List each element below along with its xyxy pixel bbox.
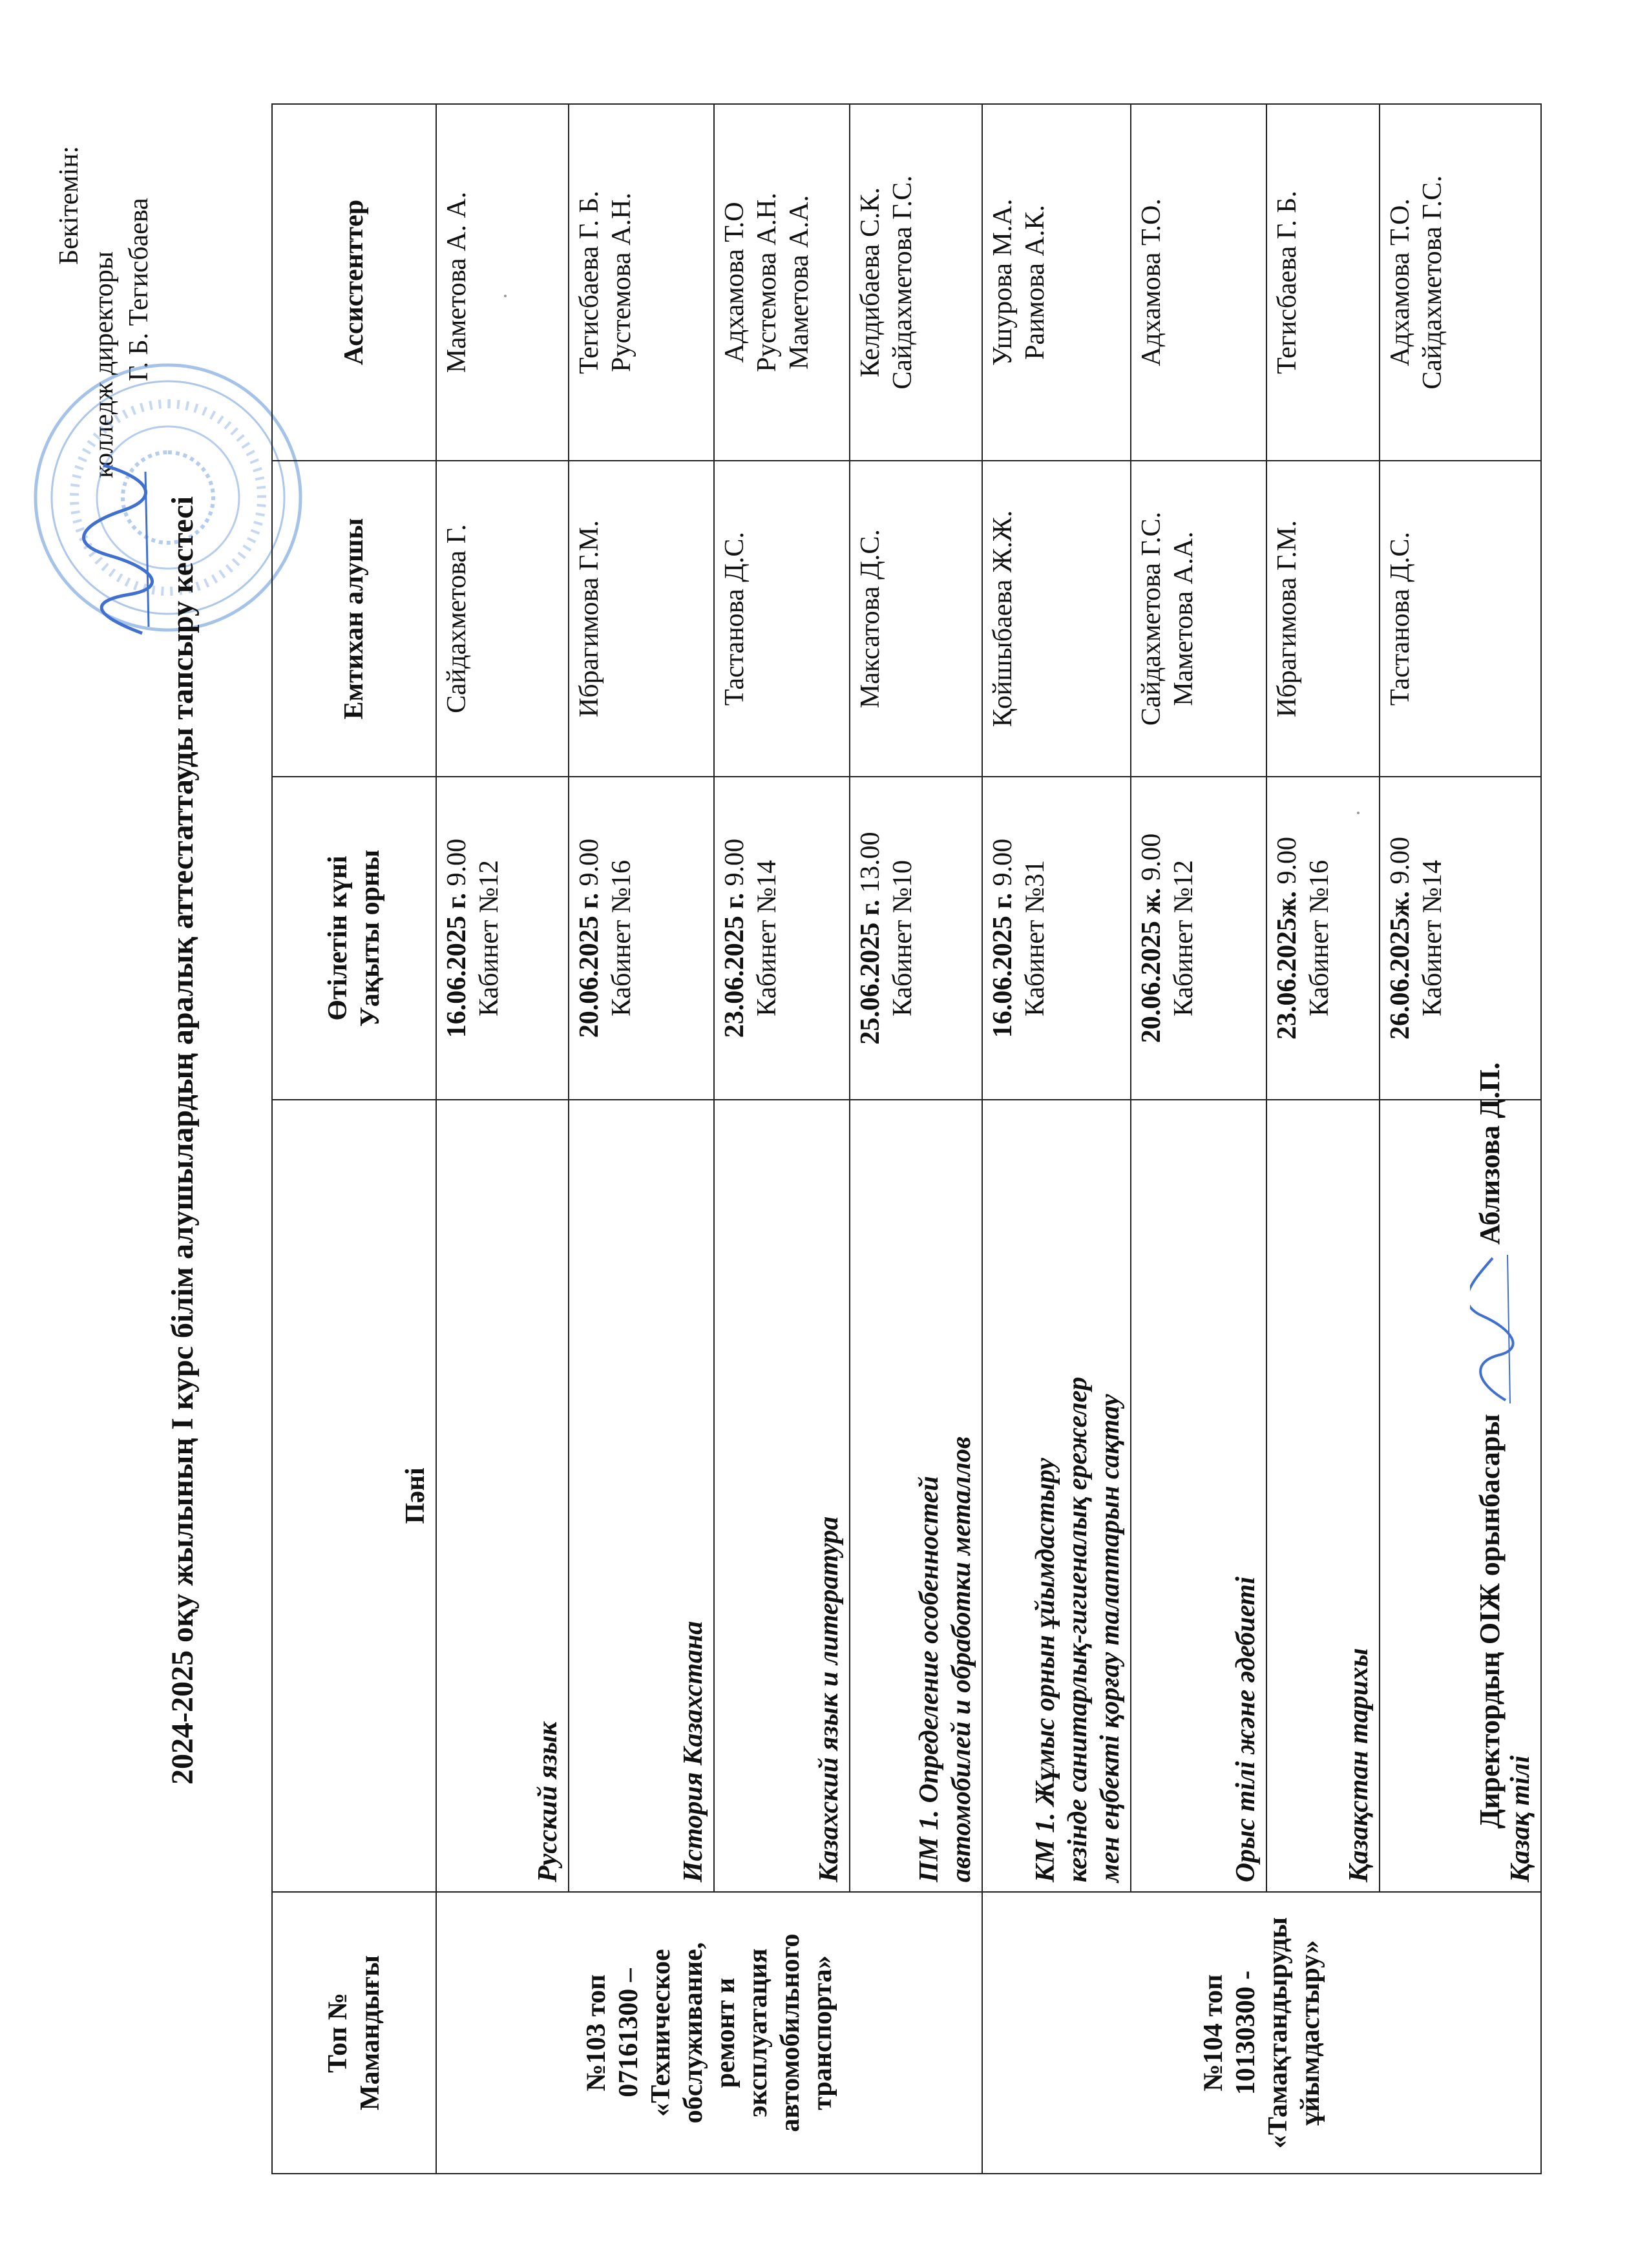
date-cell bbox=[1131, 777, 1266, 1100]
approval-line-2: колледж директоры bbox=[89, 251, 119, 478]
examiner-name: Тастанова Д.С. bbox=[1385, 532, 1415, 706]
examiner-cell bbox=[982, 461, 1131, 777]
exam-time: 9.00 bbox=[1385, 837, 1415, 885]
exam-room: Кабинет №31 bbox=[1020, 860, 1050, 1017]
assistants-cell bbox=[714, 104, 850, 461]
date-time-line bbox=[1271, 786, 1303, 1090]
subject-line: автомобилей и обработки металлов bbox=[947, 1436, 976, 1883]
date-time-line bbox=[1135, 786, 1168, 1090]
assistant-name: Адхамова Т.О. bbox=[1137, 198, 1166, 366]
subject-cell bbox=[436, 1100, 569, 1892]
exam-room: Кабинет №14 bbox=[1418, 860, 1447, 1017]
assistant-name: Маметова А. А. bbox=[442, 191, 472, 373]
assistant-name: Рустемова А.Н. bbox=[752, 193, 782, 372]
assistant-name: Рустемова А.Н. bbox=[607, 193, 636, 372]
date-time-line bbox=[987, 786, 1019, 1090]
date-time-line bbox=[1384, 786, 1416, 1090]
exam-time: 9.00 bbox=[1272, 837, 1302, 885]
subject-cell bbox=[982, 1100, 1131, 1892]
exam-date: 25.06.2025 г. bbox=[856, 899, 885, 1045]
examiner-name: Маметова А.А. bbox=[1169, 531, 1199, 706]
table-row bbox=[850, 104, 982, 2174]
exam-room: Кабинет №12 bbox=[1169, 860, 1199, 1017]
subject-cell bbox=[714, 1100, 850, 1892]
group-name-line: №104 топ bbox=[1198, 1974, 1228, 2092]
date-cell bbox=[1380, 777, 1541, 1100]
exam-date: 16.06.2025 г. bbox=[988, 892, 1018, 1038]
examiner-name: Сайдахметова Г. bbox=[442, 524, 472, 713]
assistants-cell bbox=[850, 104, 982, 461]
footer-role: Директордың ОІЖ орынбасары bbox=[1474, 1414, 1506, 1829]
exam-date: 23.06.2025 г. bbox=[720, 892, 750, 1038]
examiner-name: Ибрагимова Г.М. bbox=[574, 520, 604, 718]
group-name-line: «Техническое bbox=[646, 1949, 676, 2117]
assistant-name: Ушурова М.А. bbox=[988, 198, 1018, 366]
exam-date: 26.06.2025ж. bbox=[1385, 891, 1415, 1040]
group-name-line: ремонт и bbox=[710, 1977, 740, 2088]
date-time-line bbox=[441, 786, 473, 1090]
exam-time: 9.00 bbox=[720, 838, 750, 887]
exam-time: 13.00 bbox=[856, 832, 885, 893]
table-row bbox=[714, 104, 850, 2174]
subject-line: История Казахстана bbox=[678, 1621, 708, 1883]
exam-room: Кабинет №16 bbox=[1305, 860, 1334, 1017]
examiner-cell bbox=[569, 461, 714, 777]
scan-speck bbox=[504, 295, 507, 297]
examiner-name: Сайдахметова Г.С. bbox=[1137, 512, 1166, 726]
header-group bbox=[272, 1892, 436, 2174]
assistant-name: Келдибаева С.К. bbox=[856, 187, 885, 377]
assistant-name: Адхамова Т.О. bbox=[1385, 198, 1415, 366]
header-date-line-2: Уақыты орны bbox=[355, 849, 385, 1027]
table-row bbox=[1266, 104, 1380, 2174]
approval-line-3: Г. Б. Тегисбаева bbox=[124, 198, 154, 381]
header-group-line-2: Мамандығы bbox=[355, 1955, 385, 2111]
examiner-name: Ибрагимова Г.М. bbox=[1272, 520, 1302, 718]
exam-time: 9.00 bbox=[574, 838, 604, 887]
examiner-cell bbox=[850, 461, 982, 777]
subject-line: Қазақ тілі bbox=[1506, 1755, 1535, 1883]
assistant-name: Сайдахметова Г.С. bbox=[888, 175, 918, 390]
exam-date: 16.06.2025 г. bbox=[442, 892, 472, 1038]
subject-cell bbox=[850, 1100, 982, 1892]
date-cell bbox=[850, 777, 982, 1100]
assistants-cell bbox=[1380, 104, 1541, 461]
subject-cell bbox=[569, 1100, 714, 1892]
header-subject: Пәні bbox=[272, 1100, 436, 1892]
date-cell bbox=[436, 777, 569, 1100]
date-cell bbox=[982, 777, 1131, 1100]
date-time-line bbox=[719, 786, 751, 1090]
group-name-line: №103 топ bbox=[581, 1974, 611, 2092]
subject-cell bbox=[1266, 1100, 1380, 1892]
deputy-signature-icon bbox=[1470, 1252, 1515, 1407]
exam-date: 20.06.2025 ж. bbox=[1137, 887, 1166, 1044]
examiner-name: Тастанова Д.С. bbox=[720, 532, 750, 706]
subject-cell bbox=[1380, 1100, 1541, 1892]
examiner-cell bbox=[1380, 461, 1541, 777]
exam-room: Кабинет №12 bbox=[474, 860, 504, 1017]
group-name-line: ұйымдастыру» bbox=[1295, 1940, 1325, 2126]
subject-line: Казахский язык и литература bbox=[814, 1516, 844, 1883]
schedule-table bbox=[271, 103, 1542, 2174]
subject-line: Русский язык bbox=[533, 1721, 563, 1883]
footer bbox=[1470, 1062, 1515, 1829]
exam-room: Кабинет №14 bbox=[752, 860, 782, 1017]
group-name-line: транспорта» bbox=[807, 1955, 837, 2110]
group-cell bbox=[982, 1892, 1541, 2174]
table-row bbox=[1131, 104, 1266, 2174]
subject-cell bbox=[1131, 1100, 1266, 1892]
date-time-line bbox=[573, 786, 605, 1090]
subject-line: КМ 1. Жұмыс орнын ұйымдастыру bbox=[1031, 1458, 1060, 1883]
subject-line: Орыс тілі және әдебиеті bbox=[1231, 1576, 1261, 1883]
exam-date: 20.06.2025 г. bbox=[574, 892, 604, 1038]
date-cell bbox=[569, 777, 714, 1100]
subject-line: кезінде санитарлық-гигиеналық ережелер bbox=[1063, 1376, 1093, 1883]
table-row bbox=[569, 104, 714, 2174]
assistants-cell bbox=[982, 104, 1131, 461]
assistant-name: Раимова А.К. bbox=[1020, 205, 1050, 360]
examiner-name: Максатова Д.С. bbox=[856, 529, 885, 709]
footer-name: Аблизова Д.П. bbox=[1474, 1062, 1506, 1245]
table-row bbox=[982, 104, 1131, 2174]
group-cell bbox=[436, 1892, 982, 2174]
assistant-name: Маметова А.А. bbox=[784, 194, 814, 370]
assistant-name: Тегисбаева Г. Б. bbox=[1272, 191, 1302, 374]
group-name-line: 07161300 – bbox=[613, 1968, 644, 2097]
table-row bbox=[436, 104, 569, 2174]
date-cell bbox=[1266, 777, 1380, 1100]
assistant-name: Сайдахметова Г.С. bbox=[1418, 175, 1447, 390]
director-signature-icon bbox=[78, 459, 162, 640]
subject-line: ПМ 1. Определение особенностей bbox=[914, 1476, 944, 1883]
header-assistants: Ассистенттер bbox=[272, 104, 436, 461]
subject-line: Қазақстан тарихы bbox=[1344, 1648, 1374, 1883]
exam-room: Кабинет №10 bbox=[888, 860, 918, 1017]
header-date-line-1: Өтілетін күні bbox=[323, 856, 353, 1021]
subject-line: мен еңбекті қорғау талаптарын сақтау bbox=[1095, 1394, 1125, 1883]
group-name-line: автомобильного bbox=[775, 1933, 805, 2132]
group-name-line: обслуживание, bbox=[678, 1942, 708, 2124]
assistant-name: Адхамова Т.О bbox=[720, 202, 750, 363]
group-name-line: «Тамақтандыруды bbox=[1263, 1917, 1293, 2149]
assistants-cell bbox=[1266, 104, 1380, 461]
assistants-cell bbox=[1131, 104, 1266, 461]
group-name-line: 10130300 - bbox=[1230, 1970, 1261, 2095]
header-row bbox=[272, 104, 436, 2174]
approval-line-1: Бекітемін: bbox=[54, 145, 84, 265]
group-name-line: эксплуатация bbox=[742, 1948, 773, 2117]
table-row bbox=[1380, 104, 1541, 2174]
exam-time: 9.00 bbox=[1137, 833, 1166, 881]
exam-date: 23.06.2025ж. bbox=[1272, 891, 1302, 1040]
examiner-cell bbox=[1131, 461, 1266, 777]
header-date bbox=[272, 777, 436, 1100]
page-title: 2024-2025 оқу жылының І курс білім алушылардың аралық аттестаттауды тапсыру кестесі bbox=[165, 496, 200, 1785]
assistant-name: Тегисбаева Г. Б. bbox=[574, 191, 604, 374]
examiner-cell bbox=[436, 461, 569, 777]
scan-speck bbox=[1357, 812, 1360, 814]
examiner-cell bbox=[1266, 461, 1380, 777]
assistants-cell bbox=[436, 104, 569, 461]
header-examiner: Емтихан алушы bbox=[272, 461, 436, 777]
exam-time: 9.00 bbox=[988, 838, 1018, 887]
examiner-name: Қойшыбаева Ж.Ж. bbox=[988, 510, 1018, 728]
assistants-cell bbox=[569, 104, 714, 461]
date-time-line bbox=[854, 786, 887, 1090]
exam-room: Кабинет №16 bbox=[607, 860, 636, 1017]
header-group-line-1: Топ № bbox=[323, 1993, 353, 2074]
exam-time: 9.00 bbox=[442, 838, 472, 887]
examiner-cell bbox=[714, 461, 850, 777]
date-cell bbox=[714, 777, 850, 1100]
